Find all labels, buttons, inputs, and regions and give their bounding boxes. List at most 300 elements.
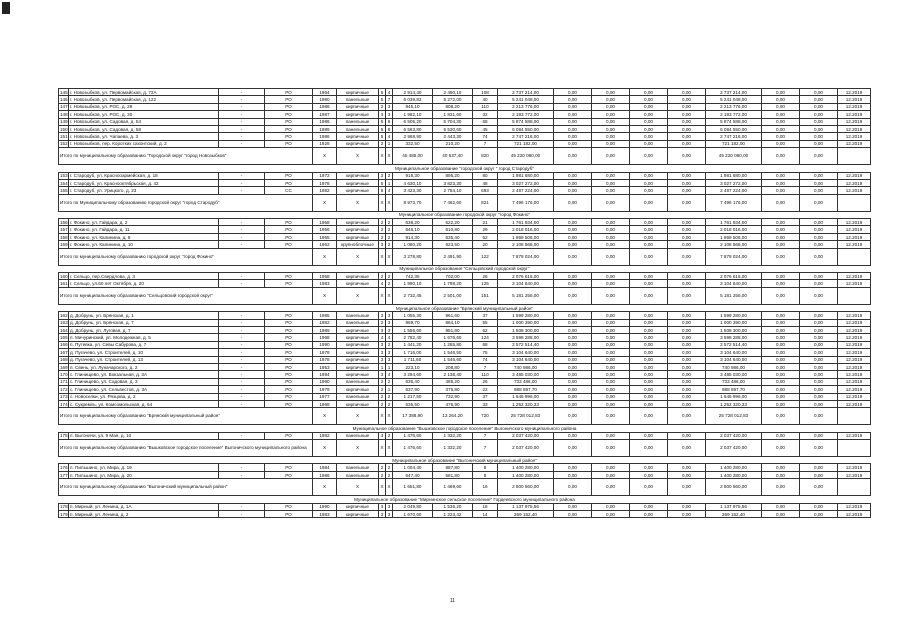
- table-cell: 1 137 975,56: [706, 503, 762, 510]
- table-cell: РО: [265, 280, 313, 287]
- table-row: [59, 356, 871, 363]
- table-cell: РО: [265, 133, 313, 140]
- table-row: [59, 233, 871, 240]
- table-cell: 637,90: [393, 386, 433, 393]
- section-header-row: [59, 425, 871, 432]
- subtotal-cell: 7 878 024,00: [706, 248, 762, 265]
- table-cell: 0,00: [630, 187, 668, 194]
- table-cell: 3 104 640,00: [706, 356, 762, 363]
- table-cell: РО: [265, 140, 313, 147]
- table-cell: 154: [60, 180, 68, 186]
- table-cell: 1979: [313, 386, 337, 393]
- address-cell: п. Свень, ул. Луначарского, д. 2: [69, 363, 219, 370]
- table-row: [59, 319, 871, 326]
- table-cell: 2 968,90: [393, 133, 433, 140]
- table-cell: 3 485 030,00: [498, 371, 554, 378]
- table-cell: 26: [473, 378, 498, 385]
- table-cell: 5 874 588,00: [706, 118, 762, 125]
- subtotal-cell: X: [379, 440, 386, 457]
- table-cell: кирпичные: [337, 280, 379, 287]
- table-cell: 0,00: [800, 349, 838, 356]
- subtotal-cell: X: [337, 408, 379, 425]
- table-cell: 164: [60, 327, 68, 333]
- table-cell: 5: [379, 118, 386, 125]
- table-cell: 733 486,00: [498, 378, 554, 385]
- table-row: [59, 393, 871, 400]
- table-cell: 638,20: [393, 219, 433, 226]
- table-cell: 175: [60, 433, 68, 439]
- table-cell: 0,00: [800, 125, 838, 132]
- table-cell: 37: [473, 312, 498, 319]
- subtotal-label: Итого по Муниципальному образованию городской округ "город Стародуб": [59, 194, 313, 211]
- table-cell: 0,00: [554, 96, 592, 103]
- subtotal-row: [59, 479, 871, 496]
- table-cell: 0,00: [762, 312, 800, 319]
- table-cell: 0,00: [554, 432, 592, 439]
- table-cell: 0,00: [762, 273, 800, 280]
- table-cell: 20: [473, 241, 498, 248]
- table-cell: 1978: [313, 356, 337, 363]
- table-cell: 1 508 300,00: [706, 326, 762, 333]
- table-cell: 2 782,40: [393, 334, 433, 341]
- table-cell: 0,00: [592, 133, 630, 140]
- subtotal-cell: 25 728 012,83: [706, 408, 762, 425]
- subtotal-empty-cell: [838, 440, 871, 457]
- table-cell: 1 400 280,00: [498, 464, 554, 471]
- table-cell: 74: [473, 133, 498, 140]
- table-cell: 74: [473, 356, 498, 363]
- table-cell: 1 000 390,00: [706, 319, 762, 326]
- table-cell: кирпичные: [337, 111, 379, 118]
- table-cell: 0,00: [554, 356, 592, 363]
- table-cell: 0,00: [554, 179, 592, 186]
- table-row: [59, 312, 871, 319]
- address-cell: п. Выгоничи, ул. 9 Мая, д. 10: [69, 432, 219, 439]
- table-cell: 3: [379, 349, 386, 356]
- table-cell: 2: [386, 280, 393, 287]
- table-cell: 151: [60, 134, 68, 140]
- table-cell: 0,00: [762, 187, 800, 194]
- housing-repair-table: [58, 88, 871, 518]
- table-cell: панельные: [337, 125, 379, 132]
- subtotal-cell: 0,00: [592, 194, 630, 211]
- table-cell: 0,00: [762, 219, 800, 226]
- table-cell: 887,80: [433, 464, 473, 471]
- table-cell: -: [219, 226, 265, 233]
- table-cell: 1 969 506,00: [706, 233, 762, 240]
- table-cell: РО: [265, 349, 313, 356]
- table-cell: 0,00: [554, 386, 592, 393]
- table-cell: 110: [473, 371, 498, 378]
- table-cell: 7: [473, 363, 498, 370]
- table-cell: РО: [265, 103, 313, 110]
- table-cell: 0,00: [668, 125, 706, 132]
- address-cell: г. Фокино, ул. Калинина, д. 10: [69, 241, 219, 248]
- table-cell: -: [219, 326, 265, 333]
- subtotal-cell: 0,00: [762, 479, 800, 496]
- table-cell: 3: [379, 172, 386, 179]
- table-cell: 1 676,60: [433, 334, 473, 341]
- table-cell: панельные: [337, 464, 379, 471]
- table-cell: 1 400 280,00: [498, 471, 554, 478]
- table-cell: 0,00: [592, 334, 630, 341]
- table-cell: 0,00: [668, 273, 706, 280]
- table-cell: 12.2019: [838, 89, 871, 96]
- subtotal-cell: 1 332,20: [433, 440, 473, 457]
- table-cell: 12.2019: [838, 280, 871, 287]
- table-cell: 1986: [313, 133, 337, 140]
- table-cell: кирпичные: [337, 233, 379, 240]
- subtotal-cell: X: [313, 194, 337, 211]
- table-cell: 0,00: [592, 312, 630, 319]
- table-cell: 2: [379, 386, 386, 393]
- table-row: [59, 334, 871, 341]
- table-cell: 2 737 214,00: [706, 89, 762, 96]
- table-cell: 0,00: [554, 233, 592, 240]
- table-cell: 1990: [313, 503, 337, 510]
- subtotal-cell: 0,00: [800, 194, 838, 211]
- table-cell: 1: [379, 363, 386, 370]
- table-row: [59, 349, 871, 356]
- subtotal-row: [59, 408, 871, 425]
- table-cell: 5 241 048,00: [498, 96, 554, 103]
- subtotal-cell: X: [379, 479, 386, 496]
- table-cell: 12.2019: [838, 312, 871, 319]
- table-cell: 12.2019: [838, 103, 871, 110]
- table-cell: 162: [60, 312, 68, 318]
- table-cell: 3 027 272,00: [498, 179, 554, 186]
- table-cell: 0,00: [554, 103, 592, 110]
- table-cell: 1 670,60: [393, 511, 433, 518]
- table-cell: 0,00: [762, 400, 800, 407]
- address-cell: д. Пугачево, ул. Строителей, д. 10: [69, 349, 219, 356]
- table-cell: 2 487 224,00: [706, 187, 762, 194]
- table-row: [59, 280, 871, 287]
- table-cell: 177: [60, 472, 68, 478]
- subtotal-cell: 0,00: [554, 408, 592, 425]
- address-cell: г. Фокино, ул. Гайдара, д. 11: [69, 226, 219, 233]
- table-row: [59, 386, 871, 393]
- subtotal-cell: 3 278,80: [393, 248, 433, 265]
- table-row: [59, 111, 871, 118]
- table-row: [59, 96, 871, 103]
- address-cell: г. Стародуб, ул. Краснооктябрьская, д. 42: [69, 179, 219, 186]
- subtotal-cell: 0,00: [630, 248, 668, 265]
- table-cell: 1 441,20: [393, 341, 433, 348]
- table-cell: 1 400 280,00: [706, 464, 762, 471]
- table-cell: кирпичные: [337, 187, 379, 194]
- table-cell: 0,00: [592, 356, 630, 363]
- subtotal-cell: 0,00: [554, 479, 592, 496]
- table-cell: 7: [386, 96, 393, 103]
- table-cell: 1990: [313, 341, 337, 348]
- subtotal-cell: 0,00: [554, 148, 592, 165]
- table-row: [59, 326, 871, 333]
- table-cell: -: [219, 471, 265, 478]
- subtotal-cell: 45 220 080,00: [498, 148, 554, 165]
- table-cell: 3 598 288,00: [498, 334, 554, 341]
- table-cell: 0,00: [800, 503, 838, 510]
- table-cell: РО: [265, 471, 313, 478]
- table-cell: 0,00: [592, 363, 630, 370]
- subtotal-cell: 1 651,80: [393, 479, 433, 496]
- subtotal-cell: X: [313, 440, 337, 457]
- table-cell: 0,00: [668, 241, 706, 248]
- table-cell: крупноблочные: [337, 241, 379, 248]
- table-cell: 1 400 280,00: [706, 471, 762, 478]
- table-cell: 2: [386, 172, 393, 179]
- table-cell: 0,00: [554, 471, 592, 478]
- table-cell: 6 505,20: [393, 118, 433, 125]
- table-cell: 0,00: [554, 273, 592, 280]
- table-cell: 0,00: [800, 471, 838, 478]
- table-cell: РО: [265, 111, 313, 118]
- table-row: [59, 511, 871, 518]
- subtotal-cell: X: [337, 194, 379, 211]
- table-row: [59, 273, 871, 280]
- table-cell: 0,00: [592, 172, 630, 179]
- subtotal-cell: 0,00: [630, 408, 668, 425]
- table-cell: 12.2019: [838, 273, 871, 280]
- table-cell: 0,00: [762, 326, 800, 333]
- table-cell: 0,00: [630, 503, 668, 510]
- table-cell: 1928: [313, 140, 337, 147]
- table-cell: 148: [60, 111, 68, 117]
- table-cell: 0,00: [592, 89, 630, 96]
- table-cell: 0,00: [554, 125, 592, 132]
- subtotal-cell: X: [386, 248, 393, 265]
- table-cell: 1: [386, 179, 393, 186]
- table-cell: 0,00: [668, 386, 706, 393]
- subtotal-cell: 7 496 176,00: [706, 194, 762, 211]
- table-cell: кирпичные: [337, 326, 379, 333]
- table-cell: 0,00: [592, 378, 630, 385]
- section-header-row: [59, 165, 871, 172]
- table-cell: 3: [386, 511, 393, 518]
- table-cell: 2 487 224,00: [498, 187, 554, 194]
- table-cell: 1955: [313, 233, 337, 240]
- subtotal-cell: X: [386, 148, 393, 165]
- table-cell: 12.2019: [838, 432, 871, 439]
- subtotal-row: [59, 148, 871, 165]
- table-cell: 12.2019: [838, 172, 871, 179]
- table-cell: 3 027 272,00: [706, 179, 762, 186]
- table-cell: 1 217,50: [393, 393, 433, 400]
- table-cell: 2: [379, 219, 386, 226]
- table-cell: 1989: [313, 326, 337, 333]
- table-cell: 2: [379, 273, 386, 280]
- subtotal-cell: 7 496 176,00: [498, 194, 554, 211]
- table-cell: РО: [265, 226, 313, 233]
- table-cell: 269 152,40: [706, 511, 762, 518]
- address-cell: с. Сукремль, ул. Комсомольская, д. 64: [69, 400, 219, 407]
- section-header-row: [59, 457, 871, 464]
- table-row: [59, 371, 871, 378]
- table-cell: 0,00: [592, 219, 630, 226]
- table-cell: 0,00: [668, 233, 706, 240]
- table-cell: 0,00: [762, 118, 800, 125]
- table-cell: 1 137 975,56: [498, 503, 554, 510]
- table-cell: 988 697,70: [498, 386, 554, 393]
- subtotal-cell: 0,00: [800, 148, 838, 165]
- table-row: [59, 125, 871, 132]
- table-cell: 1978: [313, 179, 337, 186]
- table-cell: 0,00: [668, 432, 706, 439]
- table-cell: 375,80: [433, 386, 473, 393]
- table-cell: 0,00: [668, 319, 706, 326]
- subtotal-cell: 0,00: [554, 194, 592, 211]
- table-cell: 8: [473, 471, 498, 478]
- table-cell: 55: [473, 319, 498, 326]
- table-cell: 0,00: [800, 103, 838, 110]
- address-cell: д. Добрунь, ул. Луговая, д. 7: [69, 326, 219, 333]
- table-cell: 0,00: [554, 219, 592, 226]
- table-cell: 535,50: [393, 400, 433, 407]
- address-cell: г. Фокино, ул. Гайдара, д. 2: [69, 219, 219, 226]
- table-cell: 0,00: [630, 111, 668, 118]
- table-cell: 0,00: [630, 140, 668, 147]
- address-cell: п. Пильшино, ул. Мира, д. 20: [69, 471, 219, 478]
- address-cell: г. Новозыбков, ул. Садовая, д. 54: [69, 118, 219, 125]
- section-title: Муниципальное образование "Выгоничский муниципальный район": [59, 457, 871, 464]
- table-cell: 3 104 640,00: [498, 280, 554, 287]
- table-cell: 147: [60, 104, 68, 110]
- table-cell: 167: [60, 349, 68, 355]
- table-cell: 1958: [313, 273, 337, 280]
- document-sheet: [58, 88, 870, 518]
- table-cell: 12.2019: [838, 133, 871, 140]
- table-cell: 32: [473, 111, 498, 118]
- table-cell: 0,00: [630, 326, 668, 333]
- table-cell: 1 332,20: [433, 432, 473, 439]
- table-cell: 2: [379, 378, 386, 385]
- table-cell: 0,00: [630, 89, 668, 96]
- subtotal-empty-cell: [838, 194, 871, 211]
- table-cell: 0,00: [762, 89, 800, 96]
- subtotal-cell: 0,00: [800, 248, 838, 265]
- table-cell: 0,00: [800, 226, 838, 233]
- subtotal-row: [59, 248, 871, 265]
- table-cell: 12.2019: [838, 471, 871, 478]
- table-cell: 1 646 996,00: [706, 393, 762, 400]
- table-cell: 5: [379, 133, 386, 140]
- table-cell: РО: [265, 96, 313, 103]
- table-cell: 0,00: [668, 140, 706, 147]
- subtotal-cell: 0,00: [800, 479, 838, 496]
- table-cell: 2 018 016,00: [706, 226, 762, 233]
- address-cell: п. Пильшино, ул. Мира, д. 19: [69, 464, 219, 471]
- table-cell: -: [219, 187, 265, 194]
- subtotal-cell: 0,00: [762, 440, 800, 457]
- table-row: [59, 140, 871, 147]
- table-cell: 3: [379, 341, 386, 348]
- table-cell: -: [219, 363, 265, 370]
- subtotal-cell: 0,00: [592, 440, 630, 457]
- table-cell: 3: [386, 111, 393, 118]
- table-cell: 733 486,00: [706, 378, 762, 385]
- table-cell: РО: [265, 464, 313, 471]
- subtotal-cell: X: [313, 479, 337, 496]
- section-header-row: [59, 265, 871, 272]
- table-cell: 0,00: [592, 187, 630, 194]
- table-cell: 2: [386, 393, 393, 400]
- address-cell: г. Стародуб, ул. Краснооармейская, д. 18: [69, 172, 219, 179]
- table-cell: 1 982,10: [393, 111, 433, 118]
- table-cell: 0,00: [762, 349, 800, 356]
- table-cell: 0,00: [554, 400, 592, 407]
- table-cell: 3: [386, 356, 393, 363]
- table-cell: 2: [386, 341, 393, 348]
- table-cell: 0,00: [592, 503, 630, 510]
- table-cell: 0,00: [800, 89, 838, 96]
- table-cell: 1987: [313, 111, 337, 118]
- table-cell: 1984: [313, 464, 337, 471]
- table-cell: 0,00: [554, 334, 592, 341]
- table-cell: 155: [60, 187, 68, 193]
- table-cell: 1982: [313, 319, 337, 326]
- subtotal-cell: 0,00: [800, 287, 838, 304]
- table-cell: 6 084 550,00: [706, 125, 762, 132]
- table-cell: 1 599 280,00: [498, 312, 554, 319]
- table-cell: РО: [265, 319, 313, 326]
- table-cell: 0,00: [630, 400, 668, 407]
- table-cell: 12.2019: [838, 125, 871, 132]
- table-cell: кирпичные: [337, 172, 379, 179]
- table-cell: 0,00: [630, 219, 668, 226]
- subtotal-cell: 0,00: [592, 408, 630, 425]
- subtotal-cell: 0,00: [630, 440, 668, 457]
- table-cell: кирпичные: [337, 371, 379, 378]
- subtotal-cell: X: [337, 440, 379, 457]
- table-cell: 1 265,80: [433, 341, 473, 348]
- section-title: Муниципальное образование "городской округ " город Стародуб": [59, 165, 871, 172]
- table-cell: 12.2019: [838, 386, 871, 393]
- table-cell: 3: [379, 241, 386, 248]
- table-cell: 2: [386, 241, 393, 248]
- address-cell: г. Новозыбков, ул. РОС, д. 29: [69, 103, 219, 110]
- subtotal-cell: X: [379, 287, 386, 304]
- table-cell: 2 737 214,00: [498, 89, 554, 96]
- table-cell: 1 536,20: [433, 503, 473, 510]
- table-cell: 0,00: [592, 125, 630, 132]
- table-cell: 3: [379, 312, 386, 319]
- subtotal-cell: 2 037 420,00: [498, 440, 554, 457]
- table-cell: 176: [60, 465, 68, 471]
- subtotal-empty-cell: [838, 148, 871, 165]
- table-cell: 0,00: [800, 280, 838, 287]
- table-cell: 6: [386, 125, 393, 132]
- table-cell: 0,00: [668, 378, 706, 385]
- table-cell: РО: [265, 172, 313, 179]
- table-cell: 0,00: [554, 326, 592, 333]
- subtotal-cell: 2 732,45: [393, 287, 433, 304]
- table-cell: 0,00: [630, 172, 668, 179]
- table-cell: 0,00: [668, 187, 706, 194]
- table-cell: 2 037 420,00: [706, 432, 762, 439]
- table-cell: -: [219, 386, 265, 393]
- table-cell: 1972: [313, 172, 337, 179]
- address-cell: п. Мирный, ул. Ленина, д. 2: [69, 511, 219, 518]
- table-cell: 0,00: [762, 233, 800, 240]
- subtotal-cell: X: [386, 287, 393, 304]
- table-cell: 153: [60, 173, 68, 179]
- table-cell: 0,00: [630, 393, 668, 400]
- table-cell: 152: [60, 141, 68, 147]
- table-cell: 12.2019: [838, 219, 871, 226]
- table-cell: 163: [60, 320, 68, 326]
- table-cell: 0,00: [630, 471, 668, 478]
- table-cell: 12.2019: [838, 341, 871, 348]
